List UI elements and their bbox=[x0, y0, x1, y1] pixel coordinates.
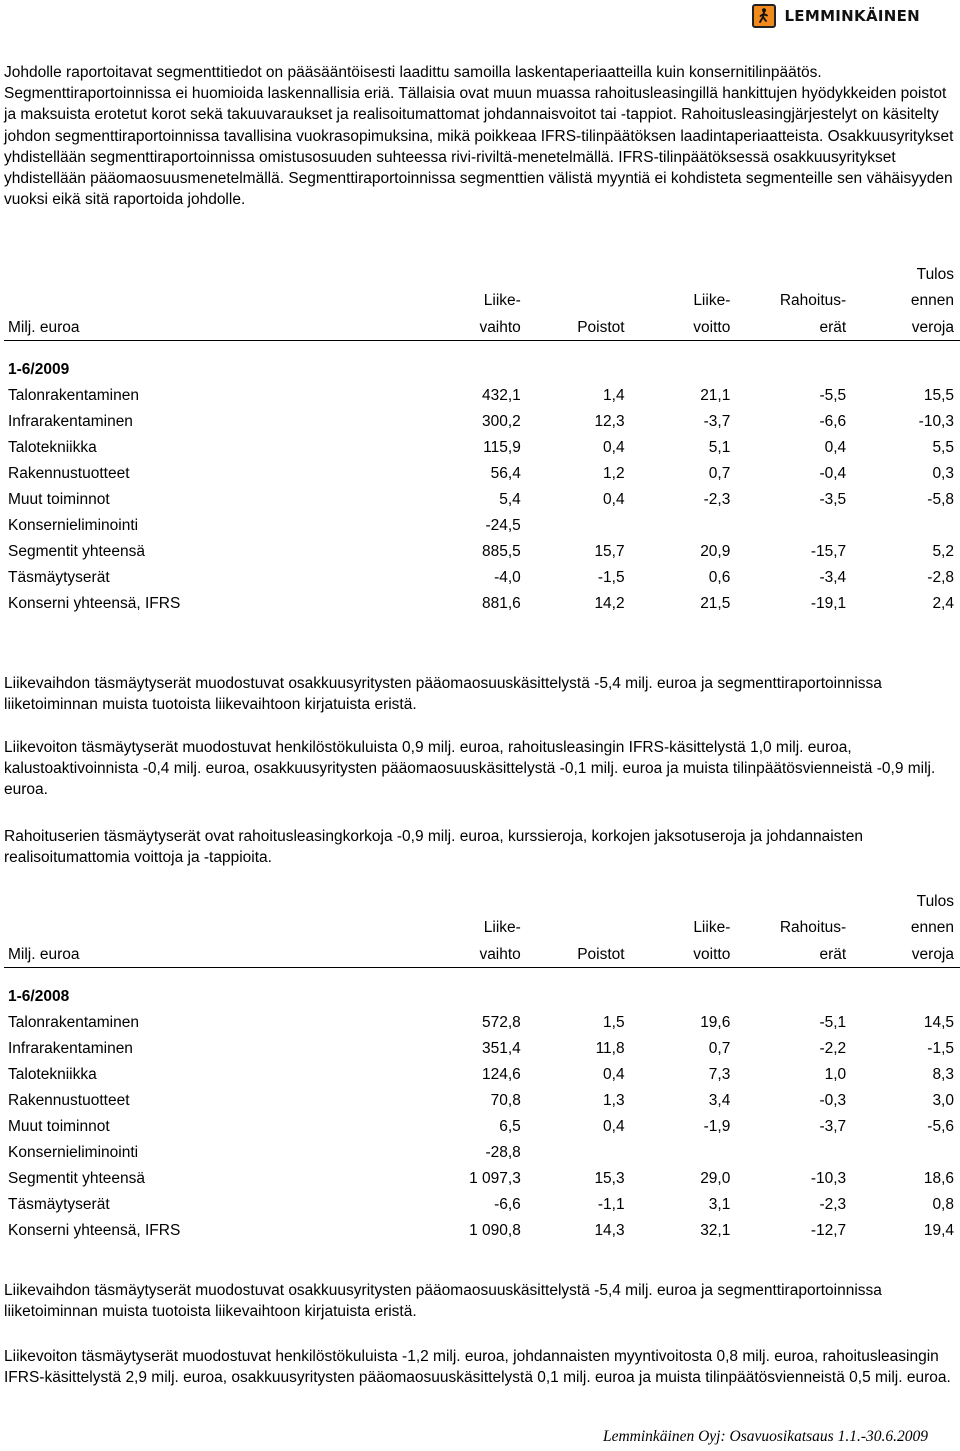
table-spacer-row bbox=[4, 341, 960, 358]
table-spacer-row bbox=[4, 968, 960, 985]
table-cell: -6,6 bbox=[494, 1196, 521, 1213]
table-cell: Konsernieliminointi bbox=[8, 517, 139, 534]
table-cell: voitto bbox=[625, 314, 731, 341]
table-cell: Liike- bbox=[693, 919, 731, 936]
table-cell: 14,5 bbox=[923, 1014, 954, 1031]
table-cell: -5,1 bbox=[819, 1014, 847, 1031]
table-cell: 5,4 bbox=[499, 491, 521, 508]
table-period-row bbox=[4, 984, 960, 1010]
table-cell: -1,1 bbox=[597, 1196, 625, 1213]
table-cell: -3,7 bbox=[819, 1118, 847, 1135]
table-row bbox=[4, 513, 960, 539]
table-cell bbox=[437, 262, 521, 288]
table-cell: veroja bbox=[846, 941, 960, 968]
table-cell bbox=[521, 1140, 625, 1166]
table-cell bbox=[4, 262, 437, 288]
page-footer: Lemminkäinen Oyj: Osavuosikatsaus 1.1.-30.6.2009 bbox=[602, 1428, 928, 1445]
table-cell: 0,8 bbox=[932, 1196, 954, 1213]
table-cell bbox=[846, 968, 960, 985]
table-cell: 0,3 bbox=[932, 465, 954, 482]
table-header-row bbox=[4, 915, 960, 941]
table-cell: Segmentit yhteensä bbox=[8, 1170, 146, 1187]
table-cell: 115,9 bbox=[483, 439, 521, 456]
table-cell: -1,5 bbox=[927, 1040, 954, 1057]
table-cell: 14,3 bbox=[594, 1222, 625, 1239]
table-cell: -1,9 bbox=[703, 1118, 731, 1135]
table-cell bbox=[437, 341, 521, 358]
table-cell: Rahoitus- bbox=[779, 292, 847, 309]
table-cell: Infrarakentaminen bbox=[8, 413, 133, 430]
table-cell: -6,6 bbox=[819, 413, 847, 430]
table-cell: 1,2 bbox=[603, 465, 625, 482]
table-cell: 1,3 bbox=[603, 1092, 625, 1109]
table-cell: 572,8 bbox=[482, 1014, 521, 1031]
table-cell: 3,0 bbox=[932, 1092, 954, 1109]
table-cell: erät bbox=[730, 314, 846, 341]
table-cell: -0,3 bbox=[819, 1092, 847, 1109]
table-cell: -5,8 bbox=[927, 491, 954, 508]
table-period-row bbox=[4, 357, 960, 383]
table-cell: 0,4 bbox=[603, 1066, 625, 1083]
table-header-row bbox=[4, 314, 960, 341]
table-cell: -3,4 bbox=[819, 569, 847, 586]
table-cell: -28,8 bbox=[485, 1144, 521, 1161]
table-cell: Muut toiminnot bbox=[8, 491, 110, 508]
table-row bbox=[4, 1010, 960, 1036]
table-row bbox=[4, 1192, 960, 1218]
table-row bbox=[4, 461, 960, 487]
table-cell: 15,5 bbox=[923, 387, 954, 404]
table-cell bbox=[521, 513, 625, 539]
table-cell: Täsmäytyserät bbox=[8, 569, 110, 586]
table-cell: 5,1 bbox=[708, 439, 731, 456]
table-cell: 1 097,3 bbox=[469, 1170, 521, 1187]
table-cell: ennen bbox=[910, 292, 954, 309]
table-row bbox=[4, 409, 960, 435]
table-row bbox=[4, 383, 960, 409]
table-cell bbox=[846, 1140, 960, 1166]
table-row bbox=[4, 435, 960, 461]
table-cell: ennen bbox=[910, 919, 954, 936]
table-cell bbox=[730, 341, 846, 358]
table-cell: 885,5 bbox=[482, 543, 521, 560]
table-cell: 432,1 bbox=[482, 387, 521, 404]
table-row bbox=[4, 1036, 960, 1062]
walking-figure-icon bbox=[752, 4, 776, 28]
table-cell: 1,0 bbox=[824, 1066, 847, 1083]
table-cell bbox=[437, 889, 521, 915]
period-label: 1-6/2008 bbox=[8, 988, 70, 1005]
table-cell bbox=[521, 341, 625, 358]
table-cell: vaihto bbox=[437, 314, 521, 341]
table-cell bbox=[4, 288, 437, 314]
table-cell: 5,2 bbox=[932, 543, 954, 560]
table-cell: 12,3 bbox=[594, 413, 625, 430]
table-cell bbox=[625, 1140, 731, 1166]
note-revenue-reconciliation-2009: Liikevaihdon täsmäytyserät muodostuvat osakkuusyritysten pääomaosuuskäsittelystä -5,4 milj. euroa ja segmenttiraportoinnissa liiketoiminnan muista tuotoista liikevaihtoon kirjatuista eristä. bbox=[4, 675, 882, 714]
table-cell: 2,4 bbox=[932, 595, 954, 612]
table-cell: erät bbox=[730, 941, 846, 968]
table-cell: 300,2 bbox=[482, 413, 521, 430]
table-cell: 19,4 bbox=[923, 1222, 954, 1239]
table-cell: 32,1 bbox=[700, 1222, 731, 1239]
intro-paragraph: Johdolle raportoitavat segmenttitiedot on pääsääntöisesti laadittu samoilla laskentaperiaatteilla kuin konsernitilinpäätös. Segmenttiraportoinnissa ei huomioida laskennallisia eriä. Tällaisia ovat muun muassa rahoitusleasingillä hankittujen hyödykkeiden poistot ja maksuista erotetut korot sekä takuuvaraukset ja realisoitumattomat johdannaisvoitot tai -tappiot. Rahoitusleasingjärjestelyt on käsitelty johdon segmenttiraportoinnissa tavallisina vuokrasopimuksina, mikä poikkeaa IFRS-tilinpäätöksen laadintaperiaatteista. Osakkuusyritykset yhdistellään segmenttiraportoinnissa omistusosuuden suhteessa rivi-riviltä-menetelmällä. IFRS-tilinpäätöksessä osakkuusyritykset yhdistellään pääomaosuusmenetelmällä. Segmenttiraportoinnissa segmenttien välistä myyntiä ei kohdisteta segmenteille sen vähäisyyden vuoksi eikä sitä raportoida johdolle. bbox=[4, 64, 954, 209]
table-cell: 29,0 bbox=[700, 1170, 731, 1187]
table-cell: Rahoitus- bbox=[779, 919, 847, 936]
table-cell: Rakennustuotteet bbox=[8, 1092, 130, 1109]
note-operating-profit-reconciliation-2008: Liikevoiton täsmäytyserät muodostuvat henkilöstökuluista -1,2 milj. euroa, johdannaisten myyntivoitosta 0,8 milj. euroa, rahoitusleasingin IFRS-käsittelystä 2,9 milj. euroa, osakkuusyritysten pääomaosuuskäsittelystä 0,1 milj. euroa ja muista tilinpäätösvienneistä 0,5 milj. euroa. bbox=[4, 1348, 951, 1387]
table-cell: Konsernieliminointi bbox=[8, 1144, 139, 1161]
table-row bbox=[4, 591, 960, 617]
table-cell bbox=[625, 968, 731, 985]
period-label: 1-6/2009 bbox=[8, 361, 70, 378]
table-cell: 0,6 bbox=[708, 569, 731, 586]
table-cell bbox=[625, 513, 731, 539]
table-cell bbox=[625, 341, 731, 358]
company-logo bbox=[752, 4, 920, 28]
table-cell: -19,1 bbox=[810, 595, 847, 612]
table-cell: 19,6 bbox=[700, 1014, 731, 1031]
table-cell: -3,7 bbox=[703, 413, 731, 430]
table-cell: -10,3 bbox=[810, 1170, 847, 1187]
table-cell: Poistot bbox=[521, 941, 625, 968]
table-row bbox=[4, 1114, 960, 1140]
table-row bbox=[4, 1088, 960, 1114]
segment-table-2008 bbox=[4, 889, 960, 1244]
table-cell: Infrarakentaminen bbox=[8, 1040, 133, 1057]
table-cell: Tulos bbox=[916, 266, 954, 283]
table-cell: 5,5 bbox=[932, 439, 954, 456]
segment-table-2009 bbox=[4, 262, 960, 617]
table-cell: 351,4 bbox=[482, 1040, 521, 1057]
table-cell: Talotekniikka bbox=[8, 439, 97, 456]
table-cell: Konserni yhteensä, IFRS bbox=[8, 1222, 181, 1239]
table-cell: Muut toiminnot bbox=[8, 1118, 110, 1135]
table-cell: 0,7 bbox=[708, 465, 731, 482]
table-cell: 1 090,8 bbox=[469, 1222, 521, 1239]
table-cell: Liike- bbox=[483, 292, 521, 309]
table-cell: -2,8 bbox=[927, 569, 954, 586]
table-cell bbox=[625, 262, 731, 288]
table-cell: 70,8 bbox=[490, 1092, 521, 1109]
table-cell bbox=[4, 889, 437, 915]
table-cell: -12,7 bbox=[810, 1222, 847, 1239]
table-cell: 14,2 bbox=[594, 595, 625, 612]
table-header-row bbox=[4, 262, 960, 288]
table-cell: 3,1 bbox=[708, 1196, 731, 1213]
table-cell bbox=[730, 513, 846, 539]
table-row bbox=[4, 1140, 960, 1166]
table-cell bbox=[730, 968, 846, 985]
table-row bbox=[4, 539, 960, 565]
table-cell: 0,7 bbox=[708, 1040, 731, 1057]
table-cell: 15,3 bbox=[594, 1170, 625, 1187]
table-cell: Milj. euroa bbox=[4, 941, 437, 968]
table-cell bbox=[730, 262, 846, 288]
table-cell: 6,5 bbox=[499, 1118, 521, 1135]
table-cell: 7,3 bbox=[708, 1066, 731, 1083]
table-row bbox=[4, 1062, 960, 1088]
table-cell: 21,1 bbox=[700, 387, 731, 404]
table-cell: 8,3 bbox=[932, 1066, 954, 1083]
table-cell: -2,3 bbox=[703, 491, 731, 508]
table-cell: -0,4 bbox=[819, 465, 847, 482]
table-cell bbox=[4, 915, 437, 941]
table-cell: 18,6 bbox=[923, 1170, 954, 1187]
table-cell bbox=[846, 513, 960, 539]
table-cell: 881,6 bbox=[482, 595, 521, 612]
table-cell: Rakennustuotteet bbox=[8, 465, 130, 482]
table-cell: 124,6 bbox=[482, 1066, 521, 1083]
table-cell: Liike- bbox=[483, 919, 521, 936]
table-cell: 1,4 bbox=[603, 387, 625, 404]
table-cell: veroja bbox=[846, 314, 960, 341]
table-cell: -2,2 bbox=[819, 1040, 847, 1057]
table-cell: Talonrakentaminen bbox=[8, 387, 139, 404]
table-cell bbox=[4, 341, 437, 358]
table-cell bbox=[437, 968, 521, 985]
table-cell: 0,4 bbox=[603, 439, 625, 456]
table-cell: -10,3 bbox=[918, 413, 954, 430]
table-cell: Tulos bbox=[916, 893, 954, 910]
note-revenue-reconciliation-2008: Liikevaihdon täsmäytyserät muodostuvat osakkuusyritysten pääomaosuuskäsittelystä -5,4 milj. euroa ja segmenttiraportoinnissa liiketoiminnan muista tuotoista liikevaihtoon kirjatuista eristä. bbox=[4, 1282, 882, 1321]
table-cell: Poistot bbox=[521, 314, 625, 341]
table-cell: -15,7 bbox=[810, 543, 847, 560]
table-cell bbox=[846, 341, 960, 358]
note-financial-items-reconciliation-2009: Rahoituserien täsmäytyserät ovat rahoitusleasingkorkoja -0,9 milj. euroa, kurssieroja, korkojen jaksotuseroja ja johdannaisten realisoitumattomia voittoja ja -tappioita. bbox=[4, 828, 863, 867]
table-cell: 21,5 bbox=[700, 595, 731, 612]
table-cell: -4,0 bbox=[494, 569, 521, 586]
table-cell: -1,5 bbox=[597, 569, 625, 586]
table-cell: 20,9 bbox=[700, 543, 731, 560]
table-cell: -24,5 bbox=[485, 517, 521, 534]
table-cell: -2,3 bbox=[819, 1196, 847, 1213]
table-cell: -3,5 bbox=[819, 491, 847, 508]
table-header-row bbox=[4, 941, 960, 968]
table-cell: 0,4 bbox=[603, 1118, 625, 1135]
table-cell: 0,4 bbox=[603, 491, 625, 508]
table-cell: -5,5 bbox=[819, 387, 847, 404]
table-cell bbox=[521, 968, 625, 985]
table-row bbox=[4, 1166, 960, 1192]
table-cell: 1,5 bbox=[603, 1014, 625, 1031]
table-cell: Konserni yhteensä, IFRS bbox=[8, 595, 181, 612]
table-cell: Liike- bbox=[693, 292, 731, 309]
table-cell bbox=[730, 1140, 846, 1166]
table-row bbox=[4, 565, 960, 591]
table-cell: 0,4 bbox=[824, 439, 847, 456]
table-cell: Talotekniikka bbox=[8, 1066, 97, 1083]
table-cell: Milj. euroa bbox=[4, 314, 437, 341]
note-operating-profit-reconciliation-2009: Liikevoiton täsmäytyserät muodostuvat henkilöstökuluista 0,9 milj. euroa, rahoitusleasingin IFRS-käsittelystä 1,0 milj. euroa, kalustoaktivoinnista -0,4 milj. euroa, osakkuusyritysten pääomaosuuskäsittelystä -0,1 milj. euroa ja muista tilinpäätösvienneistä -0,9 milj. euroa. bbox=[4, 739, 936, 799]
table-header-row bbox=[4, 288, 960, 314]
table-cell: 11,8 bbox=[595, 1040, 625, 1057]
table-cell bbox=[521, 262, 625, 288]
table-cell: 3,4 bbox=[708, 1092, 731, 1109]
table-cell: vaihto bbox=[437, 941, 521, 968]
table-cell: Täsmäytyserät bbox=[8, 1196, 110, 1213]
table-row bbox=[4, 487, 960, 513]
table-cell bbox=[4, 968, 437, 985]
table-header-row bbox=[4, 889, 960, 915]
table-cell bbox=[625, 889, 731, 915]
table-cell bbox=[730, 889, 846, 915]
table-cell bbox=[521, 915, 625, 941]
table-cell: Talonrakentaminen bbox=[8, 1014, 139, 1031]
table-cell: -5,6 bbox=[927, 1118, 954, 1135]
brand-name: LEMMINKÄINEN bbox=[784, 7, 920, 25]
table-cell: 56,4 bbox=[490, 465, 521, 482]
table-cell: voitto bbox=[625, 941, 731, 968]
table-cell bbox=[521, 889, 625, 915]
table-cell: 15,7 bbox=[594, 543, 625, 560]
table-row bbox=[4, 1218, 960, 1244]
table-cell bbox=[521, 288, 625, 314]
table-cell: Segmentit yhteensä bbox=[8, 543, 146, 560]
